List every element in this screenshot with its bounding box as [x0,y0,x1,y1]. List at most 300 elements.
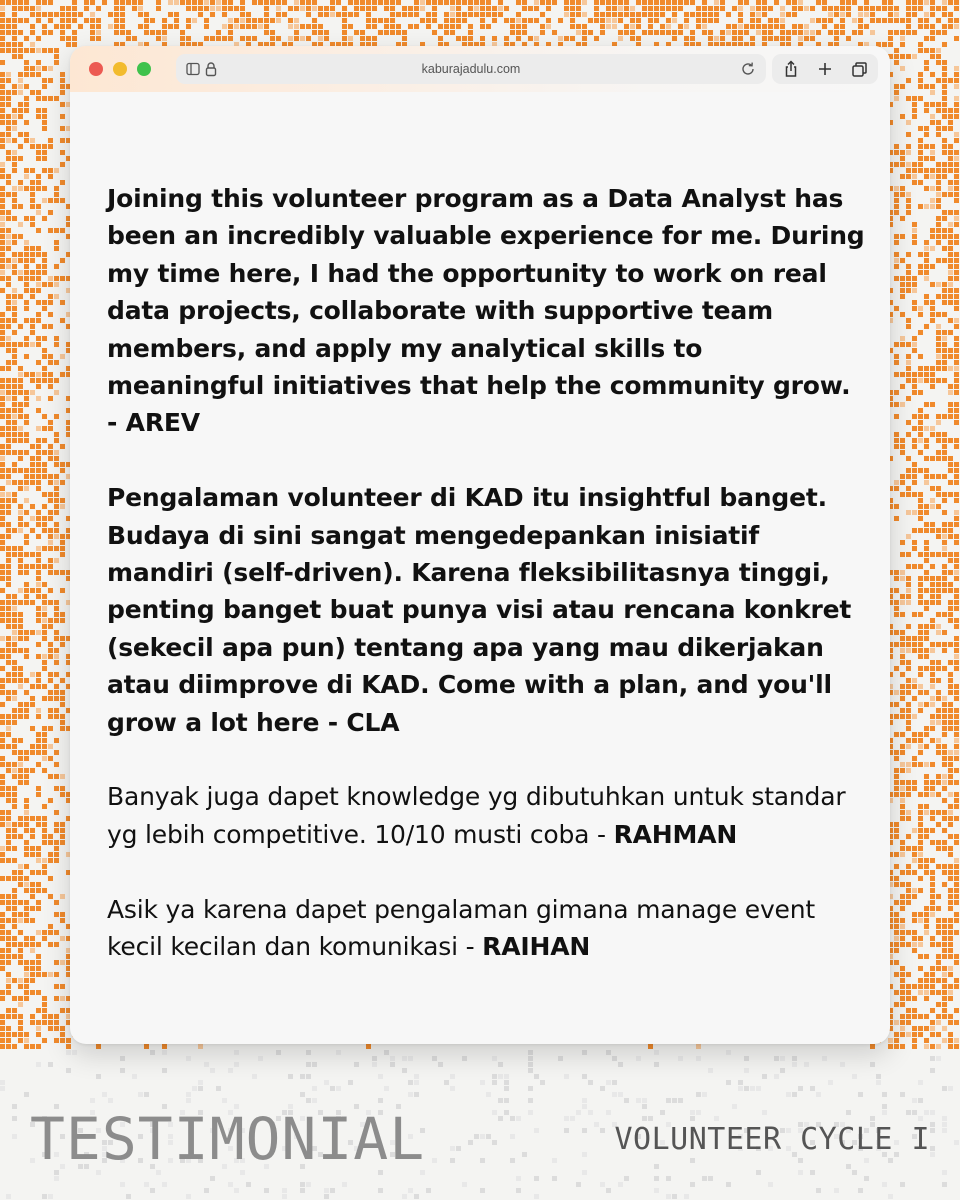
pixel [6,714,11,719]
pixel [954,318,959,323]
pixel [936,174,941,179]
pixel [624,24,629,29]
pixel [906,990,911,995]
pixel [912,642,917,647]
pixel [834,6,839,11]
pixel [36,882,41,887]
pixel [0,120,5,125]
pixel [24,276,29,281]
pixel [0,810,5,815]
pixel [18,750,23,755]
pixel [0,996,5,1001]
pixel [60,696,65,701]
pixel [84,0,89,5]
pixel [6,1044,11,1049]
pixel [42,750,47,755]
pixel [42,96,47,101]
pixel [918,750,923,755]
pixel [12,414,17,419]
pixel [918,420,923,425]
pixel [36,336,41,341]
pixel [954,522,959,527]
pixel [516,18,521,23]
pixel [60,444,65,449]
pixel [30,630,35,635]
pixel [906,972,911,977]
pixel [942,702,947,707]
pixel [66,1044,71,1049]
pixel [906,942,911,947]
pixel [942,990,947,995]
pixel [948,660,953,665]
pixel [894,942,899,947]
pixel [0,786,5,791]
pixel [18,252,23,257]
pixel [426,12,431,17]
pixel [132,36,137,41]
pixel [54,498,59,503]
pixel [18,978,23,983]
pixel [30,516,35,521]
pixel [54,708,59,713]
pixel [12,36,17,41]
pixel [0,570,5,575]
pixel [708,12,713,17]
pixel [60,570,65,575]
pixel [948,108,953,113]
pixel [60,198,65,203]
pixel [24,702,29,707]
pixel [66,36,71,41]
pixel [24,84,29,89]
pixel [54,984,59,989]
pixel [60,618,65,623]
pixel [930,840,935,845]
pixel [630,18,635,23]
pixel [894,192,899,197]
pixel [828,12,833,17]
pixel [42,120,47,125]
pixel [258,18,263,23]
pixel [702,0,707,5]
pixel [930,168,935,173]
pixel [48,624,53,629]
pixel [930,984,935,989]
pixel [810,36,815,41]
pixel [18,672,23,677]
pixel [894,198,899,203]
pixel [12,30,17,35]
pixel [246,12,251,17]
pixel [906,252,911,257]
pixel [372,36,377,41]
pixel [948,252,953,257]
pixel [306,1098,311,1103]
pixel [942,570,947,575]
pixel [822,6,827,11]
pixel [930,582,935,587]
pixel [912,762,917,767]
pixel [930,696,935,701]
pixel [12,300,17,305]
pixel [918,840,923,845]
pixel [18,1038,23,1043]
pixel [372,24,377,29]
pixel [18,516,23,521]
pixel [324,6,329,11]
pixel [912,888,917,893]
pixel [924,510,929,515]
pixel [570,36,575,41]
pixel [624,6,629,11]
pixel [936,1032,941,1037]
pixel [18,762,23,767]
pixel [60,588,65,593]
pixel [48,420,53,425]
pixel [936,792,941,797]
pixel [912,1026,917,1031]
pixel [942,498,947,503]
pixel [900,312,905,317]
pixel [936,216,941,221]
pixel [954,984,959,989]
pixel [912,30,917,35]
pixel [540,12,545,17]
pixel [36,732,41,737]
pixel [60,468,65,473]
pixel [18,1032,23,1037]
pixel [54,672,59,677]
pixel [942,96,947,101]
pixel [774,0,779,5]
pixel [918,492,923,497]
pixel [924,702,929,707]
pixel [750,6,755,11]
pixel [924,402,929,407]
pixel [900,174,905,179]
pixel [894,960,899,965]
pixel [936,642,941,647]
pixel [906,1110,911,1115]
pixel [0,258,5,263]
pixel [942,714,947,719]
pixel [918,852,923,857]
pixel [894,438,899,443]
pixel [12,1014,17,1019]
pixel [858,30,863,35]
pixel [60,1032,65,1037]
pixel [42,564,47,569]
pixel [18,48,23,53]
pixel [36,582,41,587]
pixel [324,12,329,17]
pixel [24,960,29,965]
pixel [228,18,233,23]
pixel [36,762,41,767]
pixel [264,0,269,5]
pixel [18,132,23,137]
pixel [726,1050,731,1055]
pixel [642,30,647,35]
pixel [936,6,941,11]
pixel [30,30,35,35]
pixel [12,600,17,605]
pixel [672,6,677,11]
pixel [174,18,179,23]
pixel [924,18,929,23]
pixel [906,642,911,647]
pixel [930,942,935,947]
pixel [954,1038,959,1043]
pixel [48,0,53,5]
pixel [24,846,29,851]
pixel [6,726,11,731]
pixel [942,66,947,71]
pixel [912,852,917,857]
pixel [12,798,17,803]
pixel [0,474,5,479]
pixel [942,360,947,365]
pixel [36,576,41,581]
pixel [918,744,923,749]
pixel [54,504,59,509]
pixel [54,636,59,641]
pixel [36,672,41,677]
pixel [192,18,197,23]
pixel [228,30,233,35]
pixel [918,984,923,989]
pixel [954,162,959,167]
pixel [270,0,275,5]
pixel [942,336,947,341]
pixel [942,102,947,107]
pixel [900,900,905,905]
pixel [942,138,947,143]
pixel [48,714,53,719]
pixel [618,6,623,11]
pixel [696,1056,701,1061]
pixel [930,156,935,161]
pixel [924,378,929,383]
pixel [954,102,959,107]
pixel [810,1086,815,1091]
pixel [546,0,551,5]
pixel [276,6,281,11]
pixel [948,282,953,287]
pixel [930,228,935,233]
pixel [30,504,35,509]
pixel [894,702,899,707]
pixel [12,876,17,881]
pixel [690,30,695,35]
pixel [930,504,935,509]
pixel [48,648,53,653]
pixel [54,534,59,539]
pixel [924,558,929,563]
pixel [942,582,947,587]
pixel [234,18,239,23]
pixel [54,696,59,701]
pixel [888,0,893,5]
pixel [930,564,935,569]
pixel [12,636,17,641]
pixel [54,810,59,815]
pixel [708,18,713,23]
pixel [924,102,929,107]
pixel [942,144,947,149]
pixel [36,612,41,617]
pixel [48,174,53,179]
pixel [354,6,359,11]
pixel [942,750,947,755]
pixel [18,18,23,23]
pixel [0,324,5,329]
pixel [24,120,29,125]
pixel [36,1044,41,1049]
pixel [0,678,5,683]
pixel [222,24,227,29]
pixel [606,24,611,29]
pixel [882,0,887,5]
pixel [948,942,953,947]
pixel [954,288,959,293]
pixel [198,1044,203,1049]
pixel [0,600,5,605]
pixel [36,180,41,185]
pixel [756,24,761,29]
pixel [426,24,431,29]
pixel [18,432,23,437]
pixel [6,576,11,581]
pixel [294,36,299,41]
pixel [0,6,5,11]
pixel [12,390,17,395]
pixel [474,12,479,17]
pixel [60,612,65,617]
pixel [0,510,5,515]
pixel [942,510,947,515]
pixel [906,30,911,35]
pixel [18,768,23,773]
pixel [948,558,953,563]
pixel [0,534,5,539]
pixel [504,36,509,41]
pixel [924,66,929,71]
pixel [246,24,251,29]
pixel [24,48,29,53]
pixel [900,372,905,377]
pixel [6,450,11,455]
pixel [618,0,623,5]
pixel [30,552,35,557]
pixel [948,120,953,125]
pixel [510,30,515,35]
pixel [60,24,65,29]
pixel [648,6,653,11]
pixel [906,1032,911,1037]
pixel [30,468,35,473]
pixel [924,636,929,641]
pixel [906,96,911,101]
pixel [954,36,959,41]
pixel [900,660,905,665]
pixel [522,6,527,11]
pixel [60,822,65,827]
pixel [936,840,941,845]
pixel [36,870,41,875]
pixel [924,828,929,833]
pixel [306,0,311,5]
pixel [624,12,629,17]
pixel [0,36,5,41]
pixel [444,1080,449,1085]
pixel [906,24,911,29]
pixel [906,594,911,599]
pixel [36,114,41,119]
pixel [0,948,5,953]
pixel [918,372,923,377]
pixel [582,0,587,5]
pixel [114,0,119,5]
pixel [954,420,959,425]
pixel [894,90,899,95]
pixel [906,582,911,587]
pixel [936,978,941,983]
pixel [894,258,899,263]
pixel [948,672,953,677]
pixel [924,576,929,581]
pixel [36,654,41,659]
pixel [48,384,53,389]
pixel [720,36,725,41]
pixel [954,402,959,407]
pixel [924,414,929,419]
pixel [942,12,947,17]
pixel [30,474,35,479]
pixel [324,36,329,41]
pixel [222,12,227,17]
pixel [216,36,221,41]
pixel [918,732,923,737]
pixel [24,72,29,77]
pixel [162,36,167,41]
pixel [930,714,935,719]
pixel [924,588,929,593]
pixel [42,84,47,89]
pixel [906,552,911,557]
pixel [6,246,11,251]
pixel [936,366,941,371]
pixel [582,12,587,17]
pixel [912,114,917,119]
pixel [924,12,929,17]
pixel [306,1050,311,1055]
pixel [798,1086,803,1091]
pixel [42,636,47,641]
pixel [48,510,53,515]
pixel [108,24,113,29]
pixel [576,30,581,35]
pixel [48,834,53,839]
pixel [954,726,959,731]
pixel [924,864,929,869]
pixel [60,480,65,485]
pixel [36,372,41,377]
pixel [486,1092,491,1097]
pixel [18,564,23,569]
pixel [660,0,665,5]
pixel [318,12,323,17]
